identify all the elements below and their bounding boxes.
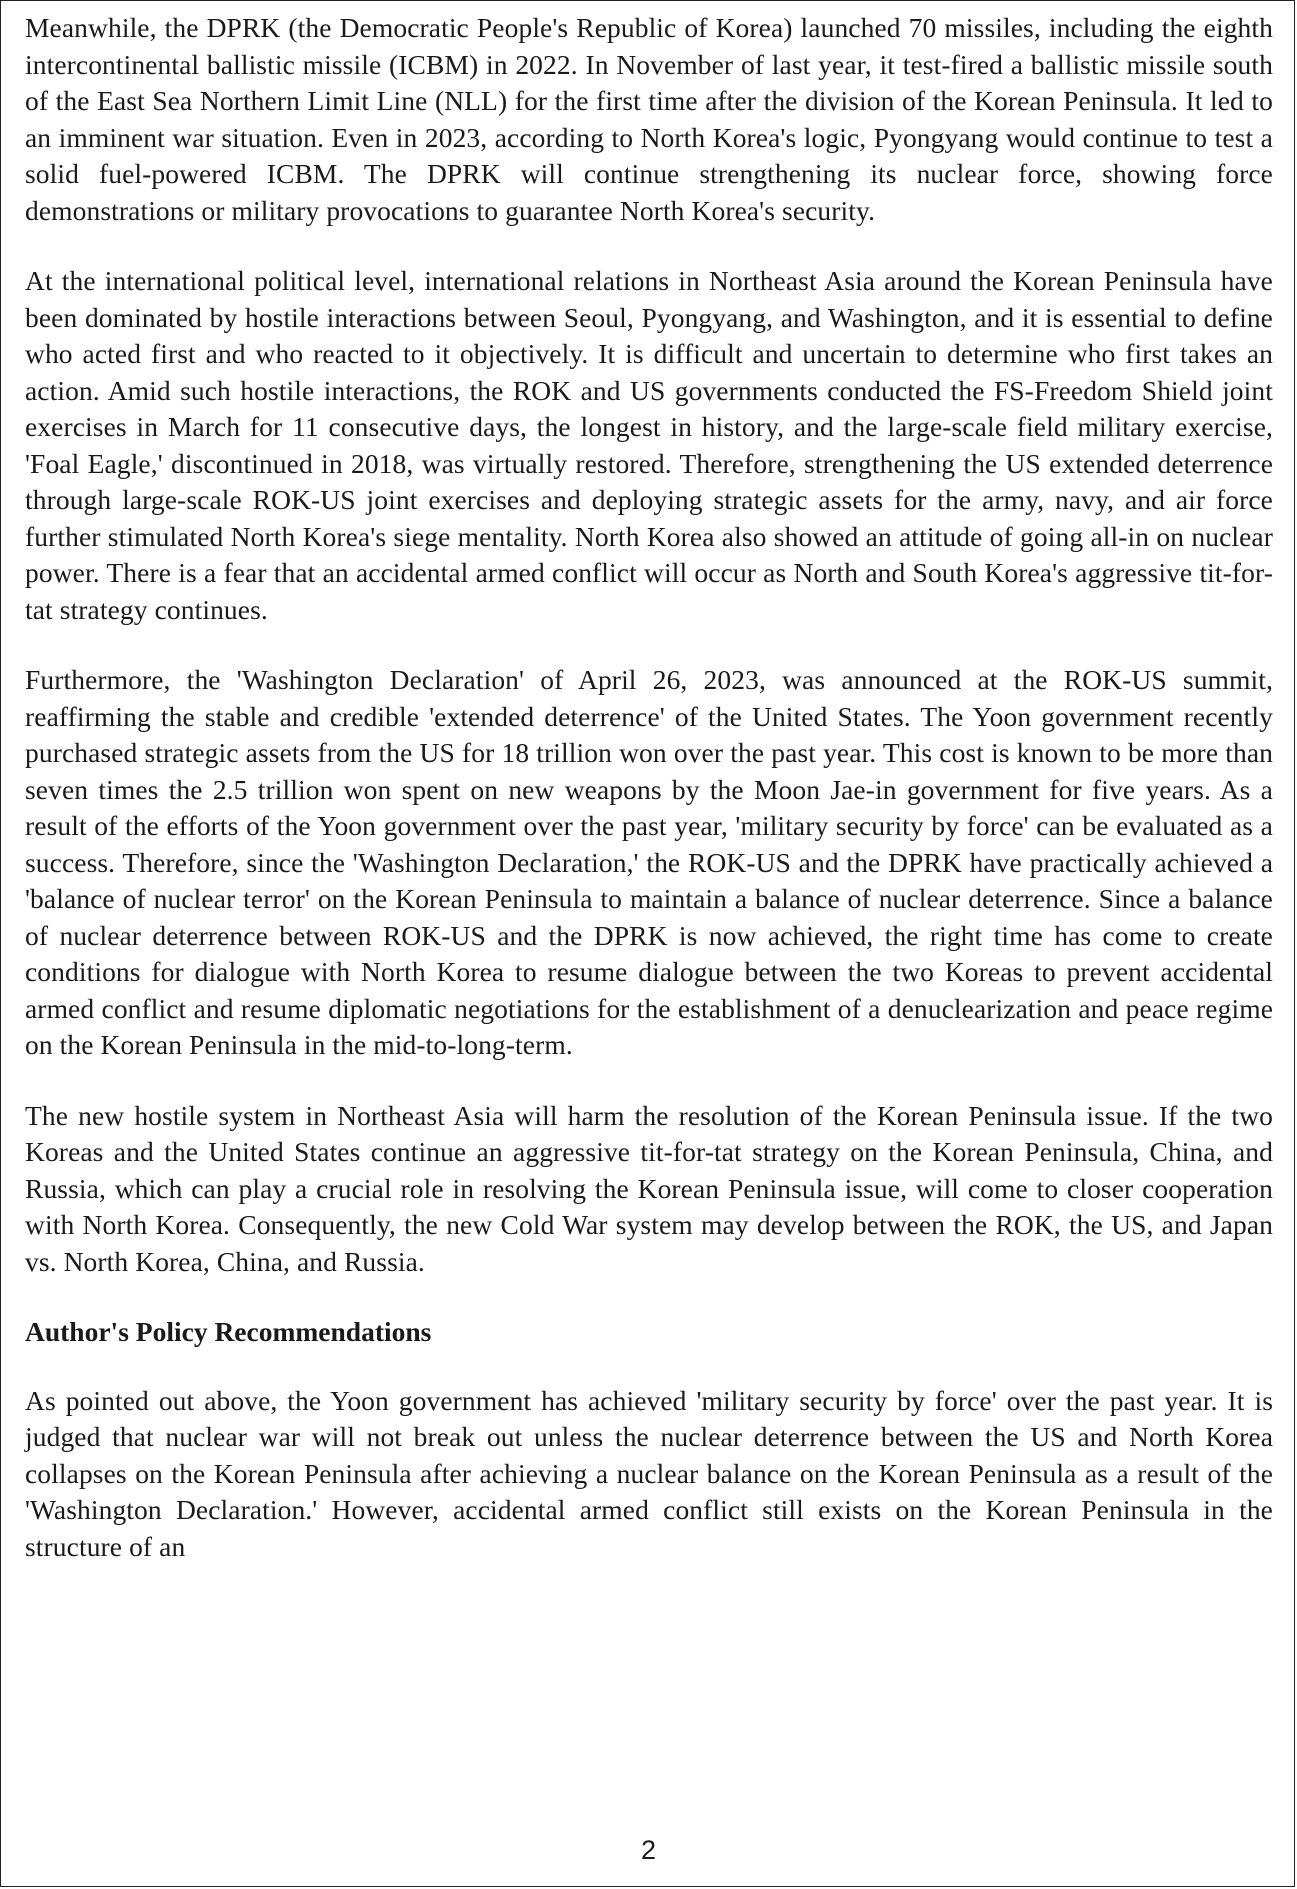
paragraph-dprk-missiles: Meanwhile, the DPRK (the Democratic People's Republic of Korea) launched 70 missiles, including the eighth intercontinental ballistic missile (ICBM) in 2022. In November of last year, it test-fired a ballistic missile south of the East Sea Northern Limit Line (NLL) for the first time after the division of the Korean Peninsula. It led to an imminent war situation. Even in 2023, according to North Korea's logic, Pyongyang would continue to test a solid fuel-powered ICBM. The DPRK will continue strengthening its nuclear force, showing force demonstrations or military provocations to guarantee North Korea's security. [25,12,1273,226]
paragraph-policy-recommendations: As pointed out above, the Yoon government has achieved 'military security by force' over the past year. It is judged that nuclear war will not break out unless the nuclear deterrence between the US and North Korea collapses on the Korean Peninsula after achieving a nuclear balance on the Korean Peninsula as a result of the 'Washington Declaration.' However, accidental armed conflict still exists on the Korean Peninsula in the structure of an [25,1384,1273,1562]
page-number: 2 [640,1835,657,1865]
paragraph-washington-declaration: Furthermore, the 'Washington Declaration' of April 26, 2023, was announced at the ROK-US summit, reaffirming the stable and credible 'extended deterrence' of the United States. The Yoon government recently purchased strategic assets from the US for 18 trillion won over the past year. This cost is known to be more than seven times the 2.5 trillion won spent on new weapons by the Moon Jae-in government for five years. As a result of the efforts of the Yoon government over the past year, 'military security by force' can be evaluated as a success. Therefore, since the 'Washington Declaration,' the ROK-US and the DPRK have practically achieved a 'balance of nuclear terror' on the Korean Peninsula to maintain a balance of nuclear deterrence. Since a balance of nuclear deterrence between ROK-US and the DPRK is now achieved, the right time has come to create conditions for dialogue with North Korea to resume dialogue between the two Koreas to prevent accidental armed conflict and resume diplomatic negotiations for the establishment of a denuclearization and peace regime on the Korean Peninsula in the mid-to-long-term. [25,664,1273,1060]
paragraph-international-relations: At the international political level, international relations in Northeast Asia around the Korean Peninsula have been dominated by hostile interactions between Seoul, Pyongyang, and Washington, and it is essential to define who acted first and who reacted to it objectively. It is difficult and uncertain to determine who first takes an action. Amid such hostile interactions, the ROK and US governments conducted the FS-Freedom Shield joint exercises in March for 11 consecutive days, the longest in history, and the large-scale field military exercise, 'Foal Eagle,' discontinued in 2018, was virtually restored. Therefore, strengthening the US extended deterrence through large-scale ROK-US joint exercises and deploying strategic assets for the army, navy, and air force further stimulated North Korea's siege mentality. North Korea also showed an attitude of going all-in on nuclear power. There is a fear that an accidental armed conflict will occur as North and South Korea's aggressive tit-for-tat strategy continues. [25,265,1273,625]
section-heading: Author's Policy Recommendations [25,1316,432,1347]
document-body [25,10,1273,1599]
paragraph-new-hostile-system: The new hostile system in Northeast Asia will harm the resolution of the Korean Peninsula issue. If the two Koreas and the United States continue an aggressive tit-for-tat strategy on the Korean Peninsula, China, and Russia, which can play a crucial role in resolving the Korean Peninsula issue, will come to closer cooperation with North Korea. Consequently, the new Cold War system may develop between the ROK, the US, and Japan vs. North Korea, China, and Russia. [25,1099,1273,1277]
